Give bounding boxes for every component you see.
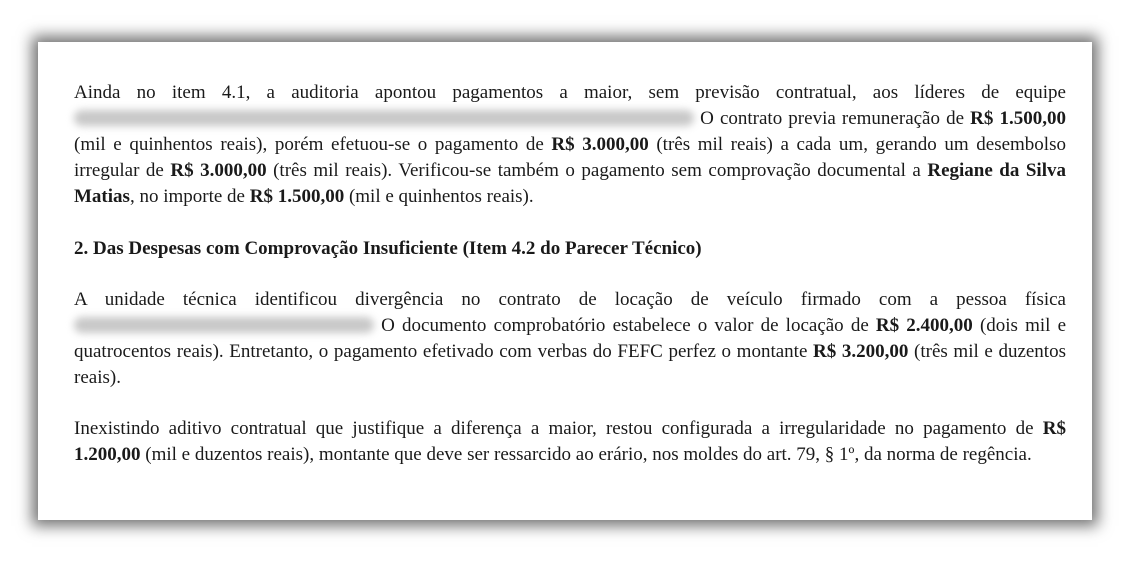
document-body bbox=[74, 80, 1066, 468]
amount: R$ 3.200,00 bbox=[813, 341, 909, 362]
document-page bbox=[38, 42, 1092, 520]
text: Inexistindo aditivo contratual que justifique a diferença a maior, restou configurada a irregularidade no pagamento de bbox=[74, 418, 1043, 439]
text: (três mil reais) a cada um, gerando um desembolso irregular de bbox=[74, 134, 1066, 181]
text: (mil e quinhentos reais), porém efetuou-se o pagamento de bbox=[74, 134, 552, 155]
text: O documento comprobatório estabelece o valor de locação de bbox=[374, 315, 876, 336]
redacted-names bbox=[74, 110, 694, 126]
amount: R$ 3.000,00 bbox=[170, 160, 267, 181]
text: O contrato previa remuneração de bbox=[694, 108, 971, 129]
text: (dois mil e quatrocentos reais). Entretanto, o pagamento efetivado com verbas do FEFC perfez o montante bbox=[74, 315, 1066, 362]
paragraph-payments bbox=[74, 80, 1066, 210]
paragraph-vehicle-rental bbox=[74, 287, 1066, 391]
section-heading: 2. Das Despesas com Comprovação Insuficiente (Item 4.2 do Parecer Técnico) bbox=[74, 238, 702, 259]
text: (mil e quinhentos reais). bbox=[344, 186, 534, 207]
paragraph-irregularity bbox=[74, 416, 1066, 468]
amount: R$ 1.200,00 bbox=[74, 418, 1066, 465]
amount: R$ 3.000,00 bbox=[551, 134, 649, 155]
text: (três mil reais). Verificou-se também o pagamento sem comprovação documental a bbox=[266, 160, 928, 181]
text: , no importe de bbox=[129, 186, 250, 207]
text: (três mil e duzentos reais). bbox=[74, 341, 1066, 388]
text: Ainda no item 4.1, a auditoria apontou pagamentos a maior, sem previsão contratual, aos líderes de equipe bbox=[74, 82, 1066, 103]
redacted-name bbox=[74, 317, 374, 333]
amount: R$ 1.500,00 bbox=[249, 186, 345, 207]
amount: R$ 2.400,00 bbox=[875, 315, 973, 336]
text: (mil e duzentos reais), montante que deve ser ressarcido ao erário, nos moldes do art. 79, § 1º, da norma de regência. bbox=[140, 444, 1032, 465]
text: A unidade técnica identificou divergência no contrato de locação de veículo firmado com a pessoa física bbox=[74, 289, 1066, 310]
person-name: Regiane da Silva Matias bbox=[74, 160, 1066, 207]
amount: R$ 1.500,00 bbox=[970, 108, 1066, 129]
